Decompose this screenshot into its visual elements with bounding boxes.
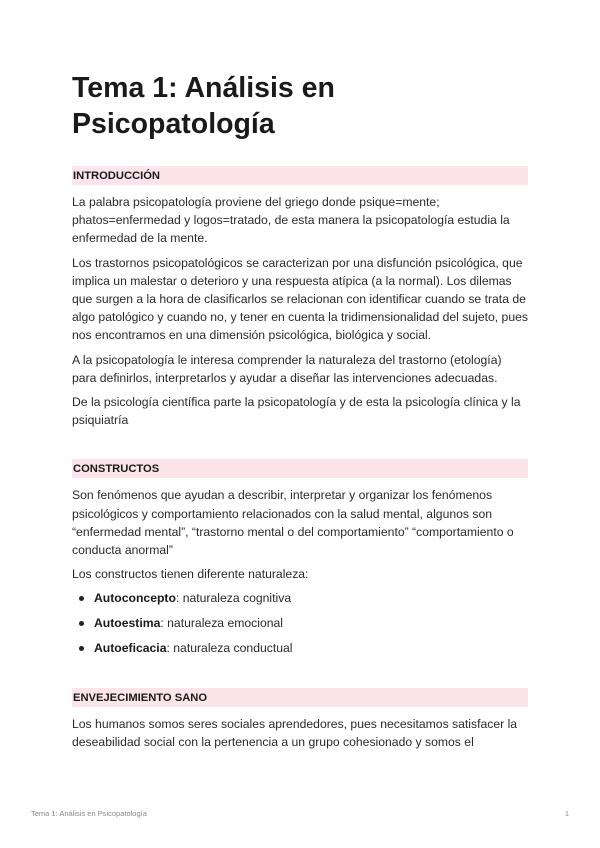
footer-page-number: 1 (564, 809, 569, 818)
footer-document-title: Tema 1: Análisis en Psicopatología (31, 809, 147, 818)
constructs-paragraph-1: Son fenómenos que ayudan a describir, interpretar y organizar los fenómenos psicológicos y comportamiento relacionados con la salud mental, algunos son “enfermedad mental”, “trastorno mental o del comportamiento” “comportamiento o conducta anormal” (72, 488, 514, 558)
intro-paragraph-3: A la psicopatología le interesa comprender la naturaleza del trastorno (etología) para definirlos, interpretarlos y ayudar a diseñar las intervenciones adecuadas. (72, 352, 502, 385)
intro-paragraph-4: De la psicología científica parte la psicopatología y de esta la psicología clínica y la psiquiatría (72, 395, 521, 428)
constructs-list (72, 589, 528, 657)
bullet-icon (79, 621, 84, 626)
document-page (72, 70, 528, 757)
section-heading-introduccion: INTRODUCCIÓN (72, 166, 528, 185)
bullet-description: : naturaleza conductual (166, 640, 293, 655)
bullet-icon (79, 596, 84, 601)
section-spacer (72, 435, 528, 459)
bullet-term: Autoestima (94, 616, 161, 631)
aging-paragraph-1: Los humanos somos seres sociales aprendedores, pues necesitamos satisfacer la deseabilidad social con la pertenencia a un grupo cohesionado y somos el (72, 716, 518, 749)
bullet-description: : naturaleza emocional (160, 616, 283, 631)
page-footer (31, 809, 569, 819)
bullet-term: Autoeficacia (94, 640, 167, 655)
constructs-paragraph-2: Los constructos tienen diferente naturaleza: (72, 567, 309, 582)
bullet-icon (79, 646, 84, 651)
list-item (72, 639, 528, 657)
list-item (72, 614, 528, 632)
section-heading-constructos: CONSTRUCTOS (72, 459, 528, 478)
list-item (72, 589, 528, 607)
bullet-term: Autoconcepto (94, 591, 176, 606)
bullet-description: : naturaleza cognitiva (175, 591, 292, 606)
intro-paragraph-1: La palabra psicopatología proviene del griego donde psique=mente; phatos=enfermedad y logos=tratado, de esta manera la psicopatología estudia la enfermedad de la mente. (72, 195, 510, 246)
document-title: Tema 1: Análisis en Psicopatología (72, 72, 335, 140)
intro-paragraph-2: Los trastornos psicopatológicos se caracterizan por una disfunción psicológica, que implica un malestar o deterioro y una respuesta atípica (a la normal). Los dilemas que surgen a la hora de clasificarlos se relacionan con identificar cuando se trata de algo patológico y cuando no, y tener en cuenta la tridimensionalidad del sujeto, pues nos encontramos en una dimensión psicológica, biológica y social. (72, 255, 528, 343)
section-spacer (72, 664, 528, 688)
section-heading-envejecimiento-sano: ENVEJECIMIENTO SANO (72, 688, 528, 707)
